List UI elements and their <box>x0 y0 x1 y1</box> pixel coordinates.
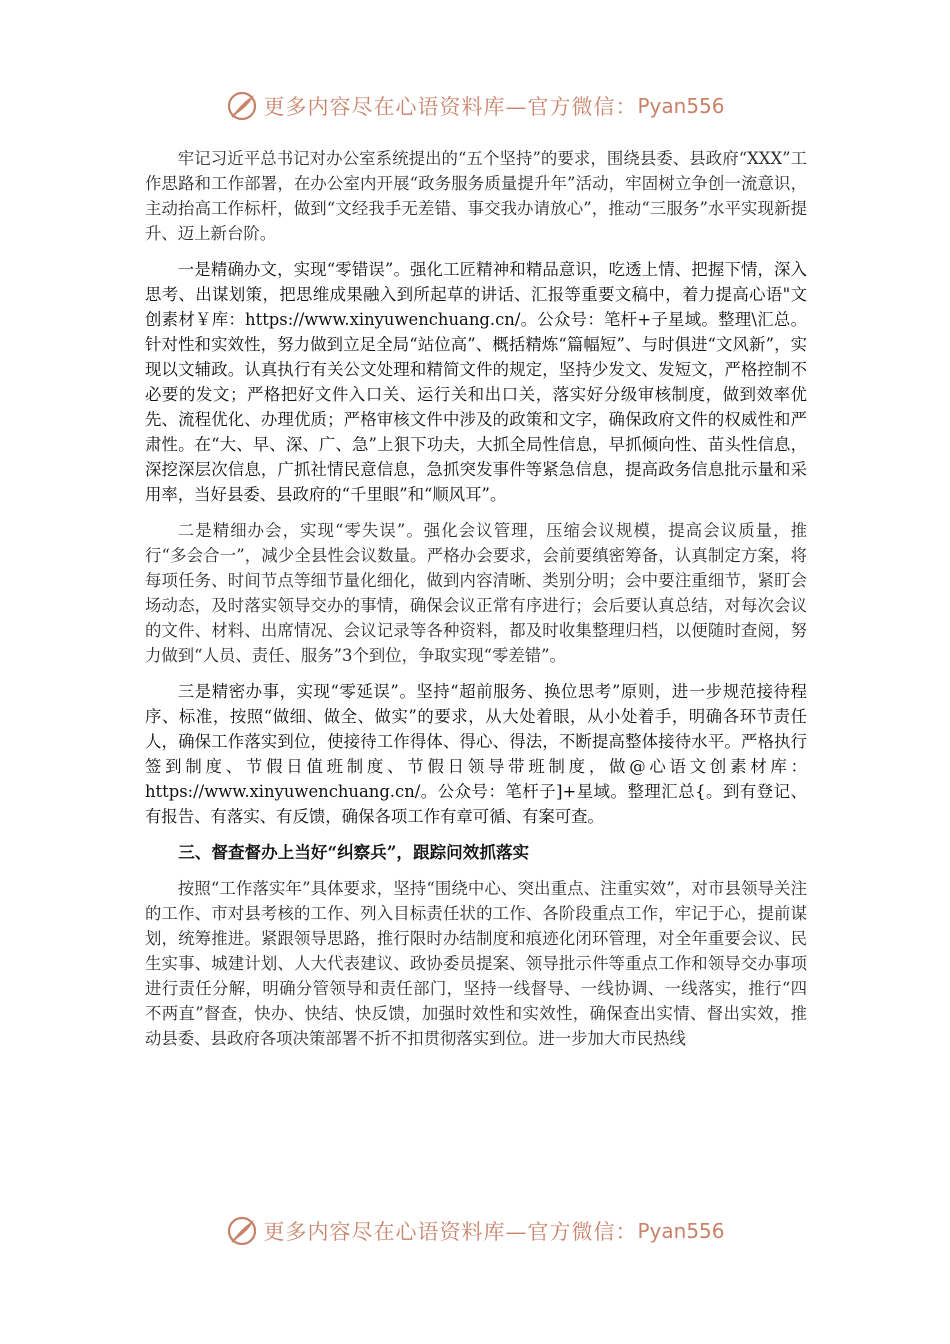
document-body <box>145 146 807 1062</box>
banner-text: 更多内容尽在心语资料库—官方微信： <box>263 95 638 119</box>
quill-logo-icon <box>225 1214 259 1248</box>
header-banner <box>0 86 950 126</box>
paragraph-supervision: 按照“工作落实年”具体要求，坚持“围绕中心、突出重点、注重实效”，对市县领导关注的工作、市对县考核的工作、列入目标责任状的工作、各阶段重点工作，牢记于心，提前谋划，统筹推进。紧跟领导思路，推行限时办结制度和痕迹化闭环管理，对全年重要会议、民生实事、城建计划、人大代表建议、政协委员提案、领导批示件等重点工作和领导交办事项进行责任分解，明确分管领导和责任部门，坚持一线督导、一线协调、一线落实，推行“四不两直”督查，快办、快结、快反馈，加强时效性和实效性，确保查出实情、督出实效，推动县委、县政府各项决策部署不折不扣贯彻落实到位。进一步加大市民热线 <box>145 879 807 1048</box>
intro-paragraph: 牢记习近平总书记对办公室系统提出的“五个坚持”的要求，围绕县委、县政府“XXX”工作思路和工作部署，在办公室内开展“政务服务质量提升年”活动，牢固树立争创一流意识，主动抬高工作标杆，做到“文经我手无差错、事交我办请放心”，推动“三服务”水平实现新提升、迈上新台阶。 <box>145 149 807 243</box>
banner-wechat-id: Pyan556 <box>637 1219 725 1243</box>
footer-banner <box>0 1211 950 1251</box>
paragraph-precise-documents: 一是精确办文，实现“零错误”。强化工匠精神和精品意识，吃透上情、把握下情，深入思考、出谋划策，把思维成果融入到所起草的讲话、汇报等重要文稿中，着力提高心语"文创素材￥库：https://www.xinyuwenchuang.cn/。公众号：笔杆+子星域。整理\汇总。针对性和实效性，努力做到立足全局“站位高”、概括精炼“篇幅短”、与时俱进“文风新”，实现以文辅政。认真执行有关公文处理和精简文件的规定，坚持少发文、发短文，严格控制不必要的发文；严格把好文件入口关、运行关和出口关，落实好分级审核制度，做到效率优先、流程优化、办理优质；严格审核文件中涉及的政策和文字，确保政府文件的权威性和严肃性。在“大、早、深、广、急”上狠下功夫，大抓全局性信息，早抓倾向性、苗头性信息，深挖深层次信息，广抓社情民意信息，急抓突发事件等紧急信息，提高政务信息批示量和采用率，当好县委、县政府的“千里眼”和“顺风耳”。 <box>145 260 807 504</box>
paragraph-meetings: 二是精细办会，实现“零失误”。强化会议管理，压缩会议规模，提高会议质量，推行“多会合一”，减少全县性会议数量。严格办会要求，会前要缜密筹备，认真制定方案，将每项任务、时间节点等细节量化细化，做到内容清晰、类别分明；会中要注重细节，紧盯会场动态，及时落实领导交办的事情，确保会议正常有序进行；会后要认真总结，对每次会议的文件、材料、出席情况、会议记录等各种资料，都及时收集整理归档，以便随时查阅，努力做到“人员、责任、服务”3个到位，争取实现“零差错”。 <box>145 521 807 665</box>
banner-text: 更多内容尽在心语资料库—官方微信： <box>263 1220 638 1244</box>
banner-wechat-id: Pyan556 <box>637 94 725 118</box>
section-heading: 三、督查督办上当好“纠察兵”，跟踪问效抓落实 <box>178 842 530 862</box>
paragraph-affairs: 三是精密办事，实现“零延误”。坚持“超前服务、换位思考”原则，进一步规范接待程序、标准，按照“做细、做全、做实”的要求，从大处着眼，从小处着手，明确各环节责任人，确保工作落实到位，使接待工作得体、得心、得法，不断提高整体接待水平。严格执行签到制度、节假日值班制度、节假日领导带班制度，做@心语文创素材库：https://www.xinyuwenchuang.cn/。公众号：笔杆子]+星域。整理汇总{。到有登记、有报告、有落实、有反馈，确保各项工作有章可循、有案可查。 <box>145 682 807 826</box>
quill-logo-icon <box>225 89 259 123</box>
